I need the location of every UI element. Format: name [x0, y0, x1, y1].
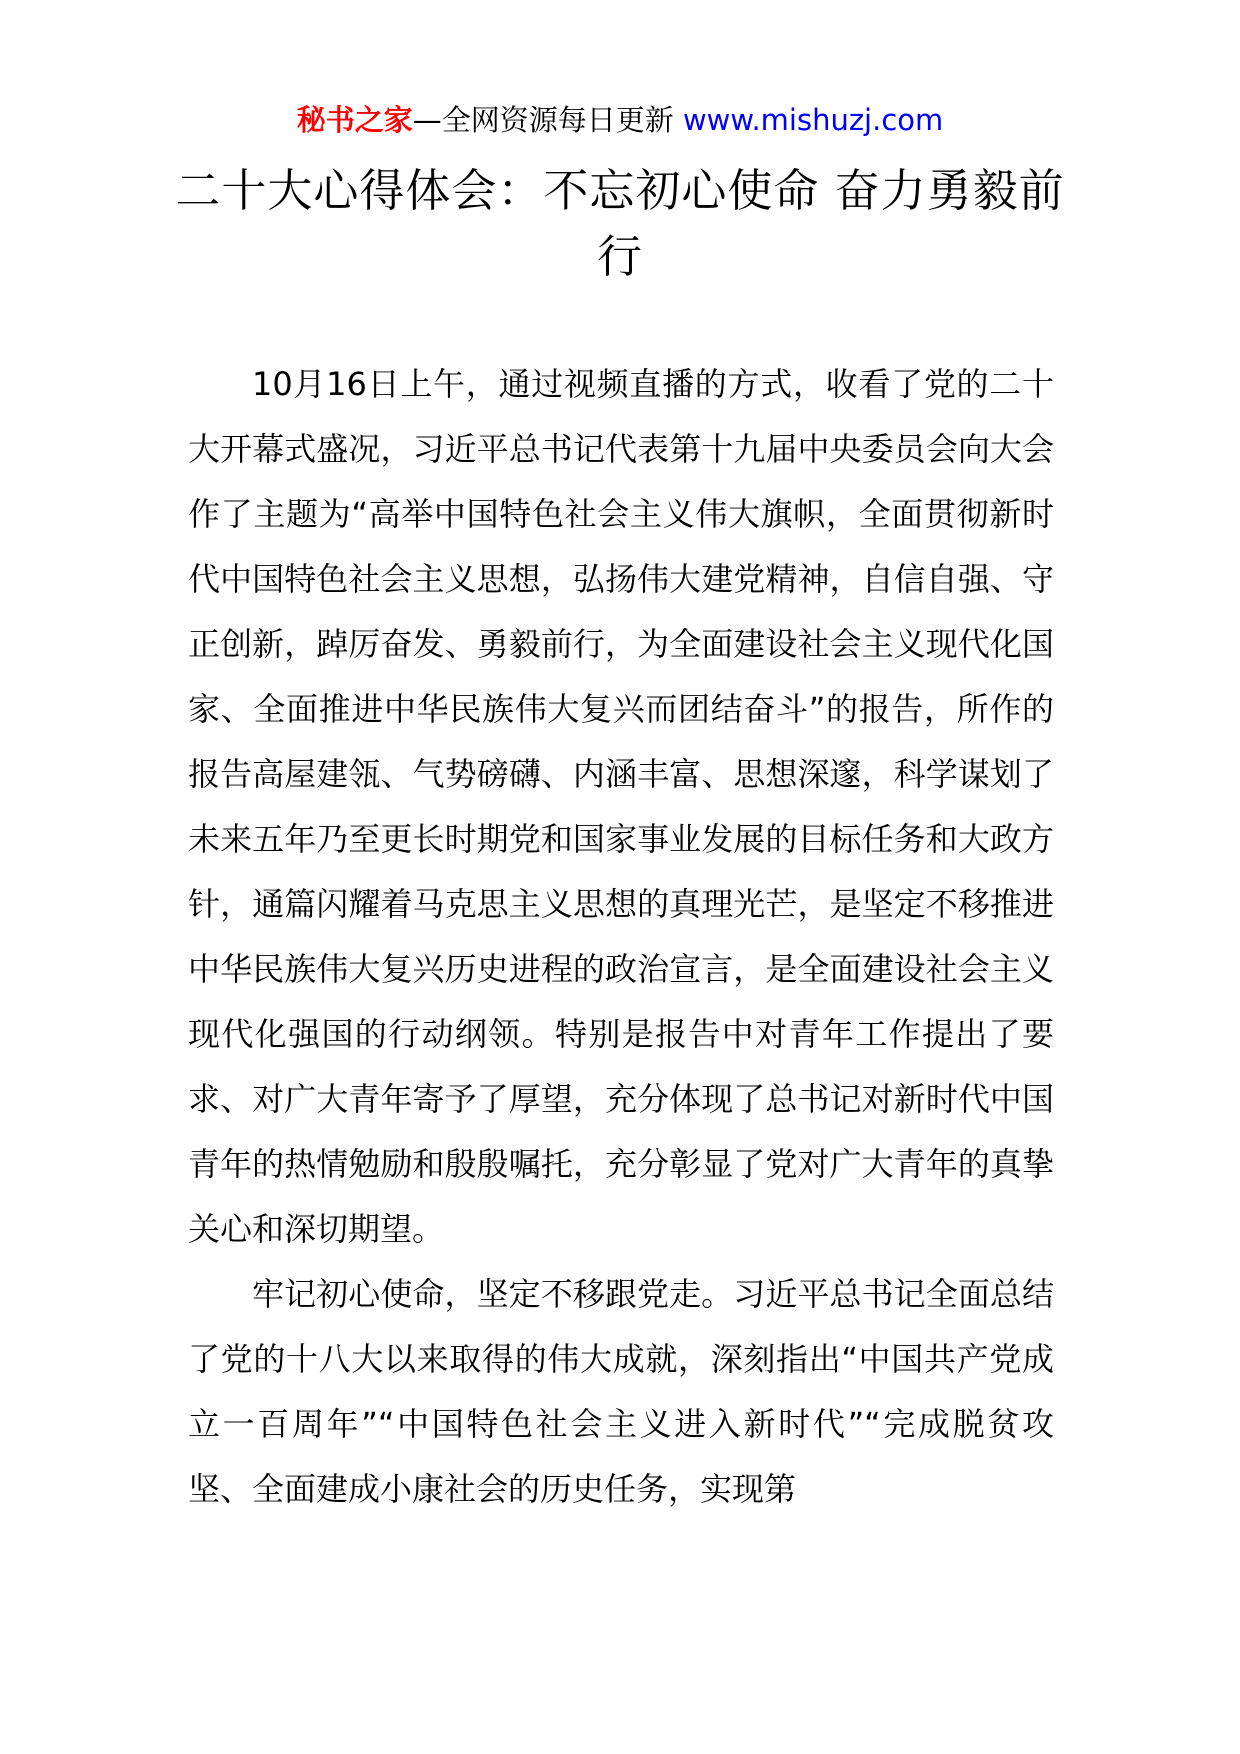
paragraph: 牢记初心使命，坚定不移跟党走。习近平总书记全面总结了党的十八大以来取得的伟大成就，深刻指出“中国共产党成立一百周年”“中国特色社会主义进入新时代”“完成脱贫攻坚、全面建成小康社会的历史任务，实现第	[188, 1275, 1054, 1508]
paragraph: 10月16日上午，通过视频直播的方式，收看了党的二十大开幕式盛况，习近平总书记代表第十九届中央委员会向大会作了主题为“高举中国特色社会主义伟大旗帜，全面贯彻新时代中国特色社会主义思想，弘扬伟大建党精神，自信自强、守正创新，踔厉奋发、勇毅前行，为全面建设社会主义现代化国家、全面推进中华民族伟大复兴而团结奋斗”的报告，所作的报告高屋建瓴、气势磅礴、内涵丰富、思想深邃，科学谋划了未来五年乃至更长时期党和国家事业发展的目标任务和大政方针，通篇闪耀着马克思主义思想的真理光芒，是坚定不移推进中华民族伟大复兴历史进程的政治宣言，是全面建设社会主义现代化强国的行动纲领。特别是报告中对青年工作提出了要求、对广大青年寄予了厚望，充分体现了总书记对新时代中国青年的热情勉励和殷殷嘱托，充分彰显了党对广大青年的真挚关心和深切期望。	[188, 365, 1054, 1248]
page-header	[0, 100, 1240, 140]
brand-name: 秘书之家	[296, 103, 413, 137]
website-link[interactable]: www.mishuzj.com	[682, 103, 944, 137]
header-slogan: —全网资源每日更新	[412, 103, 683, 137]
document-title: 二十大心得体会：不忘初心使命 奋力勇毅前行	[175, 164, 1065, 283]
document-body	[188, 352, 1054, 1522]
